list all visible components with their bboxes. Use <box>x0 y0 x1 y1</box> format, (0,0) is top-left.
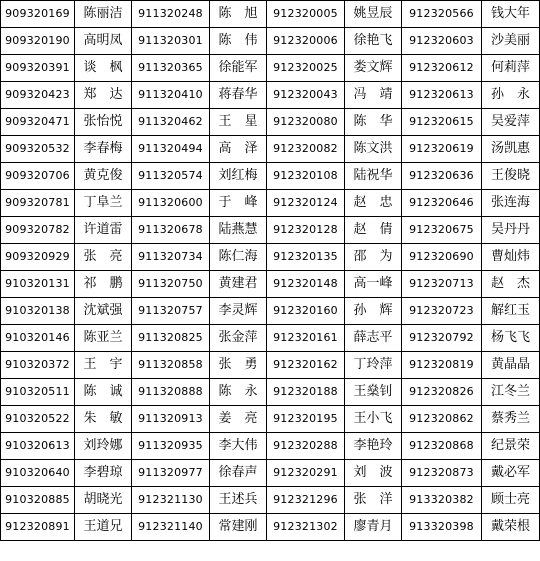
student-name-cell: 陆祝华 <box>345 163 402 190</box>
roster-body <box>1 1 540 541</box>
student-name-cell: 黄克俊 <box>75 163 132 190</box>
table-row <box>1 82 540 109</box>
student-id-cell: 909320781 <box>1 190 75 217</box>
student-name-cell: 陈 永 <box>210 379 267 406</box>
student-id-cell: 912321130 <box>132 487 210 514</box>
student-name-cell: 李春梅 <box>75 136 132 163</box>
student-name-cell: 张 勇 <box>210 352 267 379</box>
student-id-cell: 912320043 <box>267 82 345 109</box>
student-id-cell: 912320636 <box>402 163 482 190</box>
student-id-cell: 909320423 <box>1 82 75 109</box>
student-name-cell: 赵 忠 <box>345 190 402 217</box>
student-name-cell: 赵 倩 <box>345 217 402 244</box>
student-name-cell: 丁玲萍 <box>345 352 402 379</box>
student-id-cell: 912320135 <box>267 244 345 271</box>
student-id-cell: 909320532 <box>1 136 75 163</box>
student-name-cell: 曹灿炜 <box>482 244 540 271</box>
student-name-cell: 廖青月 <box>345 514 402 541</box>
student-id-cell: 910320372 <box>1 352 75 379</box>
student-name-cell: 薛志平 <box>345 325 402 352</box>
student-name-cell: 张 亮 <box>75 244 132 271</box>
student-name-cell: 钱大年 <box>482 1 540 28</box>
student-id-cell: 910320640 <box>1 460 75 487</box>
student-id-cell: 912320195 <box>267 406 345 433</box>
student-id-cell: 912320615 <box>402 109 482 136</box>
student-name-cell: 郑 达 <box>75 82 132 109</box>
table-row <box>1 136 540 163</box>
student-id-cell: 909320391 <box>1 55 75 82</box>
student-name-cell: 沙美丽 <box>482 28 540 55</box>
table-row <box>1 190 540 217</box>
student-id-cell: 913320382 <box>402 487 482 514</box>
student-name-cell: 吴丹丹 <box>482 217 540 244</box>
student-name-cell: 杨飞飞 <box>482 325 540 352</box>
student-name-cell: 祁 鹏 <box>75 271 132 298</box>
student-name-cell: 孙 永 <box>482 82 540 109</box>
student-name-cell: 王俊晓 <box>482 163 540 190</box>
student-id-cell: 909320169 <box>1 1 75 28</box>
student-id-cell: 912320025 <box>267 55 345 82</box>
student-id-cell: 911320750 <box>132 271 210 298</box>
student-id-cell: 912320188 <box>267 379 345 406</box>
student-name-cell: 高 泽 <box>210 136 267 163</box>
student-id-cell: 912320128 <box>267 217 345 244</box>
student-id-cell: 911320678 <box>132 217 210 244</box>
table-row <box>1 514 540 541</box>
student-id-cell: 911320494 <box>132 136 210 163</box>
student-name-cell: 戴荣根 <box>482 514 540 541</box>
student-name-cell: 陆燕慧 <box>210 217 267 244</box>
student-name-cell: 徐能军 <box>210 55 267 82</box>
student-id-cell: 911320248 <box>132 1 210 28</box>
student-id-cell: 912320891 <box>1 514 75 541</box>
student-id-cell: 912320819 <box>402 352 482 379</box>
student-id-cell: 911320600 <box>132 190 210 217</box>
student-name-cell: 何莉萍 <box>482 55 540 82</box>
student-id-cell: 912321296 <box>267 487 345 514</box>
student-name-cell: 朱 敏 <box>75 406 132 433</box>
student-id-cell: 912320082 <box>267 136 345 163</box>
student-id-cell: 911320365 <box>132 55 210 82</box>
table-row <box>1 460 540 487</box>
student-name-cell: 赵 杰 <box>482 271 540 298</box>
table-row <box>1 1 540 28</box>
table-row <box>1 163 540 190</box>
student-name-cell: 陈 伟 <box>210 28 267 55</box>
student-name-cell: 姚昱辰 <box>345 1 402 28</box>
student-id-cell: 912320162 <box>267 352 345 379</box>
student-id-cell: 912320690 <box>402 244 482 271</box>
student-name-cell: 刘 波 <box>345 460 402 487</box>
table-row <box>1 298 540 325</box>
student-name-cell: 陈丽洁 <box>75 1 132 28</box>
student-name-cell: 邵 为 <box>345 244 402 271</box>
student-id-cell: 912320603 <box>402 28 482 55</box>
student-name-cell: 李大伟 <box>210 433 267 460</box>
table-row <box>1 379 540 406</box>
student-name-cell: 张金萍 <box>210 325 267 352</box>
student-name-cell: 刘红梅 <box>210 163 267 190</box>
student-id-cell: 909320706 <box>1 163 75 190</box>
student-id-cell: 910320146 <box>1 325 75 352</box>
student-name-cell: 胡晓光 <box>75 487 132 514</box>
student-name-cell: 黄晶晶 <box>482 352 540 379</box>
student-id-cell: 911320734 <box>132 244 210 271</box>
student-name-cell: 陈 华 <box>345 109 402 136</box>
student-name-cell: 王小飞 <box>345 406 402 433</box>
student-name-cell: 陈仁海 <box>210 244 267 271</box>
student-id-cell: 911320888 <box>132 379 210 406</box>
student-id-cell: 912320160 <box>267 298 345 325</box>
student-name-cell: 徐艳飞 <box>345 28 402 55</box>
student-id-cell: 912320862 <box>402 406 482 433</box>
table-row <box>1 244 540 271</box>
student-id-cell: 911320301 <box>132 28 210 55</box>
student-id-cell: 912320566 <box>402 1 482 28</box>
student-id-cell: 911320410 <box>132 82 210 109</box>
student-name-cell: 戴必军 <box>482 460 540 487</box>
student-id-cell: 912320005 <box>267 1 345 28</box>
student-name-cell: 纪景荣 <box>482 433 540 460</box>
student-name-cell: 李灵辉 <box>210 298 267 325</box>
student-id-cell: 912321140 <box>132 514 210 541</box>
student-name-cell: 陈文洪 <box>345 136 402 163</box>
student-name-cell: 谈 枫 <box>75 55 132 82</box>
student-id-cell: 910320138 <box>1 298 75 325</box>
student-name-cell: 李艳玲 <box>345 433 402 460</box>
student-name-cell: 李碧琼 <box>75 460 132 487</box>
student-id-cell: 912320288 <box>267 433 345 460</box>
student-id-cell: 912320291 <box>267 460 345 487</box>
student-id-cell: 912320080 <box>267 109 345 136</box>
student-id-cell: 909320929 <box>1 244 75 271</box>
student-id-cell: 911320825 <box>132 325 210 352</box>
student-id-cell: 911320574 <box>132 163 210 190</box>
student-id-cell: 912320868 <box>402 433 482 460</box>
student-name-cell: 沈斌强 <box>75 298 132 325</box>
student-name-cell: 陈 诚 <box>75 379 132 406</box>
student-id-cell: 909320782 <box>1 217 75 244</box>
student-id-cell: 912320161 <box>267 325 345 352</box>
table-row <box>1 217 540 244</box>
table-row <box>1 271 540 298</box>
student-id-cell: 912320792 <box>402 325 482 352</box>
student-id-cell: 912320619 <box>402 136 482 163</box>
student-name-cell: 常建刚 <box>210 514 267 541</box>
student-id-cell: 912320124 <box>267 190 345 217</box>
table-row <box>1 352 540 379</box>
student-name-cell: 王燊钊 <box>345 379 402 406</box>
student-id-cell: 911320935 <box>132 433 210 460</box>
student-id-cell: 910320131 <box>1 271 75 298</box>
student-id-cell: 910320885 <box>1 487 75 514</box>
student-name-cell: 陈亚兰 <box>75 325 132 352</box>
table-row <box>1 109 540 136</box>
student-id-cell: 910320613 <box>1 433 75 460</box>
student-id-cell: 912321302 <box>267 514 345 541</box>
student-name-cell: 蒋春华 <box>210 82 267 109</box>
table-row <box>1 55 540 82</box>
student-name-cell: 汤凯惠 <box>482 136 540 163</box>
student-id-cell: 912320713 <box>402 271 482 298</box>
student-name-cell: 高一峰 <box>345 271 402 298</box>
table-row <box>1 487 540 514</box>
student-id-cell: 913320398 <box>402 514 482 541</box>
student-id-cell: 912320675 <box>402 217 482 244</box>
student-id-cell: 912320612 <box>402 55 482 82</box>
student-id-cell: 912320613 <box>402 82 482 109</box>
student-id-cell: 912320723 <box>402 298 482 325</box>
student-name-cell: 高明凤 <box>75 28 132 55</box>
student-name-cell: 王 宇 <box>75 352 132 379</box>
student-name-cell: 江冬兰 <box>482 379 540 406</box>
student-name-cell: 陈 旭 <box>210 1 267 28</box>
student-id-cell: 912320148 <box>267 271 345 298</box>
student-name-cell: 解红玉 <box>482 298 540 325</box>
student-name-cell: 孙 辉 <box>345 298 402 325</box>
student-name-cell: 顾士亮 <box>482 487 540 514</box>
student-name-cell: 王道兄 <box>75 514 132 541</box>
student-id-cell: 911320757 <box>132 298 210 325</box>
student-id-cell: 912320646 <box>402 190 482 217</box>
student-name-cell: 于 峰 <box>210 190 267 217</box>
student-id-cell: 911320913 <box>132 406 210 433</box>
student-name-cell: 姜 亮 <box>210 406 267 433</box>
table-row <box>1 325 540 352</box>
student-name-cell: 徐春声 <box>210 460 267 487</box>
student-name-cell: 刘玲娜 <box>75 433 132 460</box>
table-row <box>1 406 540 433</box>
student-name-cell: 冯 靖 <box>345 82 402 109</box>
student-name-cell: 张 洋 <box>345 487 402 514</box>
table-row <box>1 28 540 55</box>
student-name-cell: 丁阜兰 <box>75 190 132 217</box>
student-name-cell: 张连海 <box>482 190 540 217</box>
student-name-cell: 王述兵 <box>210 487 267 514</box>
student-id-cell: 911320462 <box>132 109 210 136</box>
student-id-cell: 912320006 <box>267 28 345 55</box>
student-id-cell: 912320108 <box>267 163 345 190</box>
student-id-cell: 912320826 <box>402 379 482 406</box>
table-row <box>1 433 540 460</box>
student-name-cell: 吴爱萍 <box>482 109 540 136</box>
student-id-cell: 909320190 <box>1 28 75 55</box>
student-id-cell: 909320471 <box>1 109 75 136</box>
student-id-cell: 911320977 <box>132 460 210 487</box>
student-name-cell: 张怡悦 <box>75 109 132 136</box>
student-id-cell: 910320511 <box>1 379 75 406</box>
student-name-cell: 王 星 <box>210 109 267 136</box>
student-id-cell: 911320858 <box>132 352 210 379</box>
student-name-cell: 黄建君 <box>210 271 267 298</box>
student-id-cell: 912320873 <box>402 460 482 487</box>
student-name-cell: 娄文辉 <box>345 55 402 82</box>
student-id-cell: 910320522 <box>1 406 75 433</box>
student-name-cell: 蔡秀兰 <box>482 406 540 433</box>
student-name-cell: 许道雷 <box>75 217 132 244</box>
